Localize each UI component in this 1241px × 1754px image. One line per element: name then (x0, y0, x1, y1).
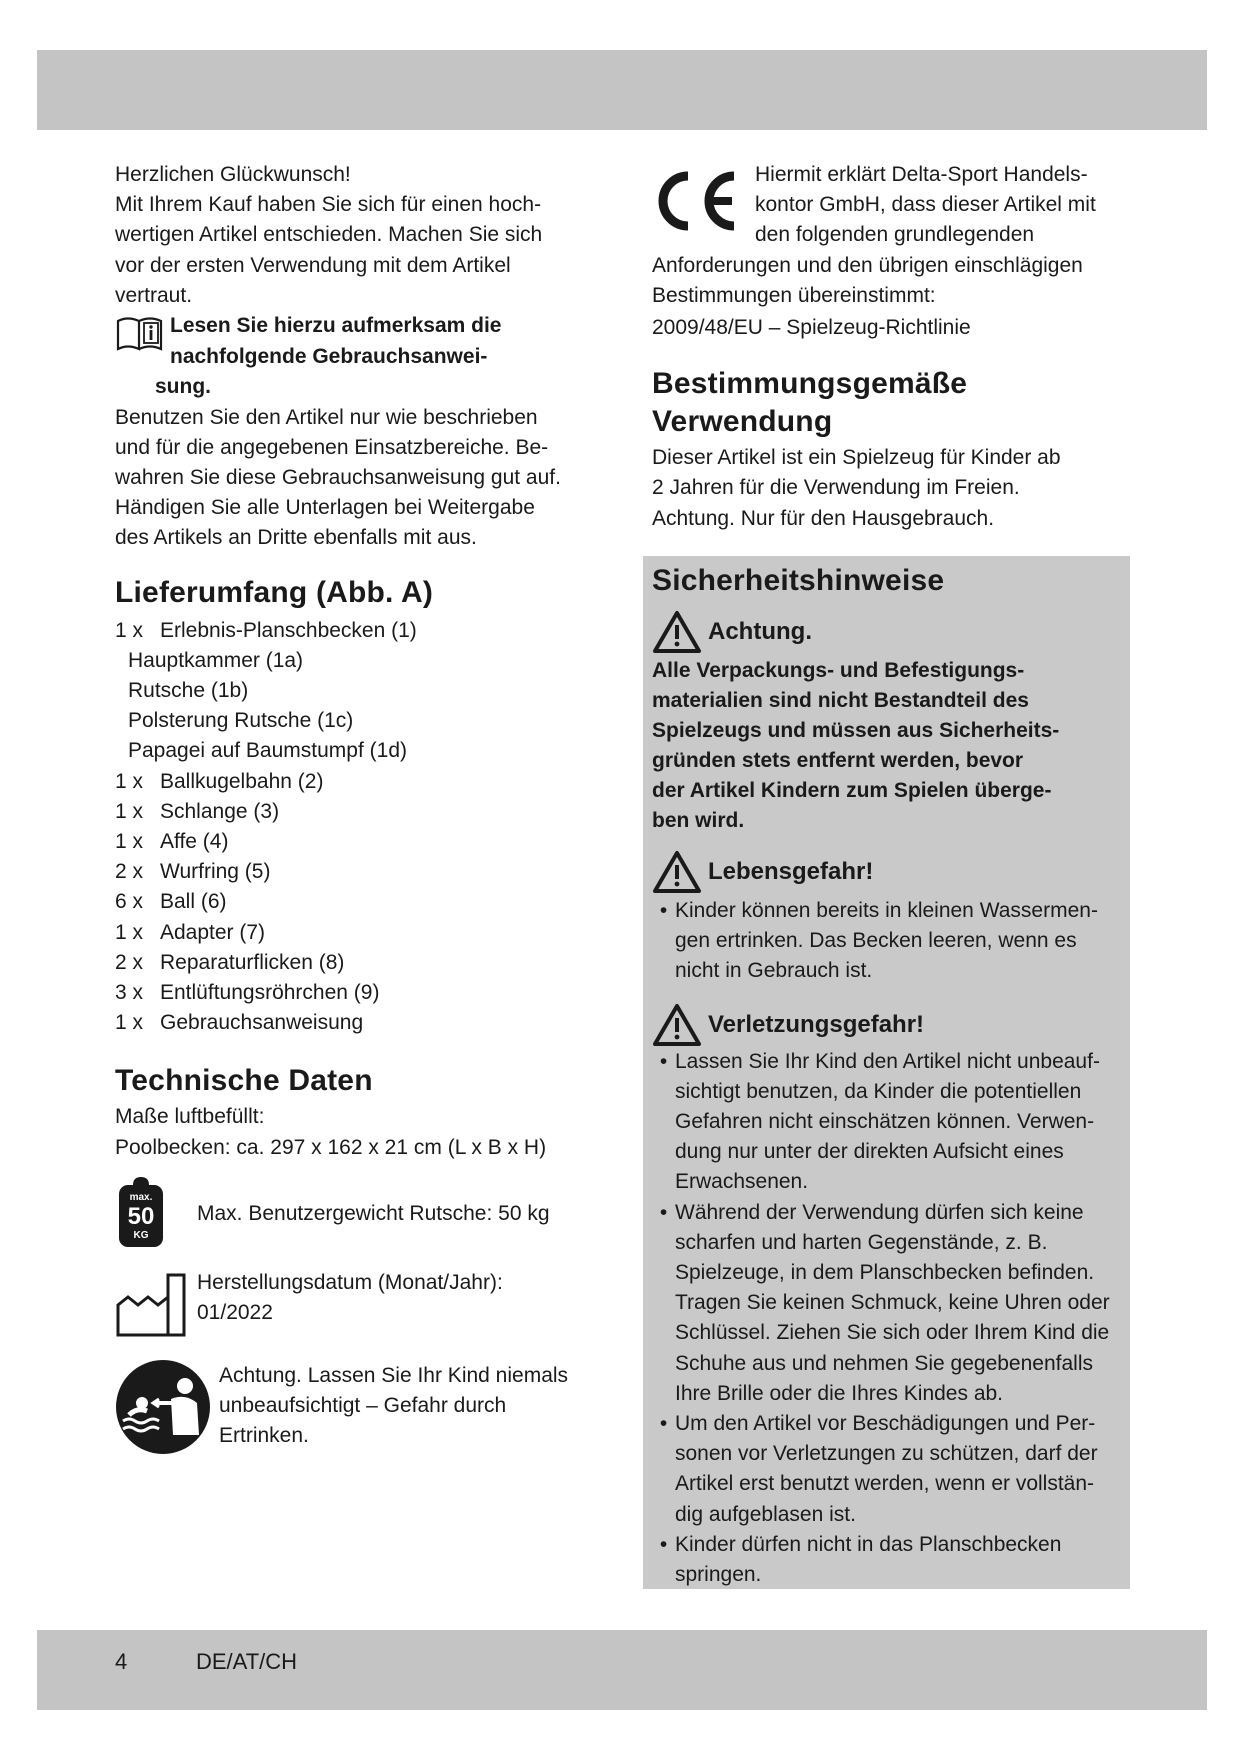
list-item: Polsterung Rutsche (1c) (128, 709, 354, 733)
purpose-heading: Bestimmungsgemäße Verwendung (652, 367, 968, 439)
region-label: DE/AT/CH (196, 1649, 298, 1674)
list-item: 1 x Erlebnis-Planschbecken (1) (115, 618, 417, 642)
list-item: Rutsche (1b) (128, 678, 249, 702)
svg-text:max.: max. (129, 1191, 153, 1203)
manufacture-date-icon (115, 1268, 197, 1343)
warning-triangle-icon (652, 1003, 702, 1047)
warning-triangle-icon (652, 850, 702, 894)
list-item: 6 x Ball (6) (115, 890, 227, 914)
weight-icon (115, 1175, 197, 1254)
danger-heading: Lebensgefahr! (652, 850, 1122, 894)
intro-text: Herzlichen Glückwunsch! Mit Ihrem Kauf haben Sie sich für einen hoch- wertigen Artikel entschieden. Machen Sie sich vor der ersten Verwendung mit dem Artikel vertraut. (115, 163, 543, 307)
header-band (37, 50, 1207, 130)
warning-triangle-icon (652, 610, 702, 654)
info-book-icon (115, 311, 170, 358)
manufacture-date: Herstellungsdatum (Monat/Jahr): 01/2022 (115, 1268, 595, 1343)
safety-box (643, 556, 1130, 1589)
attention-text: Alle Verpackungs- und Befestigungs- materialien sind nicht Bestandteil des Spielzeugs und müssen aus Sicherheits- gründen stets entfernt werden, bevor der Artikel Kindern zum Spielen überge- ben wird. (652, 659, 1060, 832)
weight-info (115, 1175, 595, 1254)
ce-mark-icon (652, 170, 738, 237)
list-item: 2 x Reparaturflicken (8) (115, 950, 345, 974)
purpose-text: Dieser Artikel ist ein Spielzeug für Kinder ab 2 Jahren für die Verwendung im Freien. Achtung. Nur für den Hausgebrauch. (652, 446, 1061, 530)
list-item: • Kinder können bereits in kleinen Wassermen- gen ertrinken. Das Becken leeren, wenn es nicht in Gebrauch ist. (659, 899, 1098, 983)
list-item: 3 x Entlüftungsröhrchen (9) (115, 980, 380, 1004)
list-item: 1 x Adapter (7) (115, 920, 266, 944)
svg-text:50: 50 (127, 1202, 155, 1230)
right-column (652, 160, 1132, 534)
ce-declaration: Hiermit erklärt Delta-Sport Handels- kontor GmbH, dass dieser Artikel mit den folgenden grundlegenden Anforderungen und den übrigen einschlägigen Bestimmungen übereinstimmt: 2009/48/EU – Spielzeug-Richtlinie (652, 163, 1096, 340)
read-instructions-notice: Lesen Sie hierzu aufmerksam die nachfolgende Gebrauchsanwei- sung. (115, 311, 595, 403)
weight-text: Max. Benutzergewicht Rutsche: 50 kg (197, 1202, 550, 1226)
usage-text: Benutzen Sie den Artikel nur wie beschrieben und für die angegebenen Einsatzbereiche. Be- wahren Sie diese Gebrauchsanweisung gut auf. Händigen Sie alle Unterlagen bei Weitergabe des Artikels an Dritte ebenfalls mit aus. (115, 405, 561, 550)
scope-heading: Lieferumfang (Abb. A) (115, 575, 434, 609)
tech-line: Maße luftbefüllt: (115, 1105, 265, 1129)
list-item: 1 x Schlange (3) (115, 799, 280, 823)
page-number: 4 (115, 1649, 128, 1674)
scope-list (115, 616, 595, 1039)
list-item: • Lassen Sie Ihr Kind den Artikel nicht unbeauf- sichtigt benutzen, da Kinder die potentiellen Gefahren nicht einschätzen können. Verwen- dung nur unter der direkten Aufsicht eines Erwachsenen. (659, 1049, 1100, 1194)
list-item: Papagei auf Baumstumpf (1d) (128, 739, 407, 763)
list-item: 2 x Wurfring (5) (115, 860, 271, 884)
injury-heading: Verletzungsgefahr! (652, 1003, 1122, 1047)
supervision-warning: Achtung. Lassen Sie Ihr Kind niemals unbeaufsichtigt – Gefahr durch Ertrinken. (115, 1359, 595, 1460)
left-column (115, 160, 595, 1460)
tech-heading: Technische Daten (115, 1064, 373, 1098)
list-item: 1 x Gebrauchsanweisung (115, 1011, 364, 1035)
list-item: 1 x Ballkugelbahn (2) (115, 769, 324, 793)
svg-text:KG: KG (133, 1229, 149, 1241)
supervision-icon (115, 1359, 219, 1460)
tech-line: Poolbecken: ca. 297 x 162 x 21 cm (L x B x H) (115, 1135, 547, 1159)
list-item: • Während der Verwendung dürfen sich keine scharfen und harten Gegenstände, z. B. Spielzeuge, in dem Planschbecken befinden. Tragen Sie keinen Schmuck, keine Uhren oder Schlüssel. Ziehen Sie sich oder Ihrem Kind die Schuhe aus und nehmen Sie gegebenenfalls Ihre Brille oder die Ihres Kindes ab. (659, 1200, 1110, 1405)
attention-heading: Achtung. (652, 610, 1122, 654)
list-item: • Kinder dürfen nicht in das Planschbecken springen. (659, 1532, 1062, 1587)
safety-heading: Sicherheitshinweise (652, 564, 945, 597)
list-item: Hauptkammer (1a) (128, 648, 304, 672)
list-item: 1 x Affe (4) (115, 829, 229, 853)
list-item: • Um den Artikel vor Beschädigungen und Per- sonen vor Verletzungen zu schützen, darf der Artikel erst benutzt werden, wenn er vollstän- dig aufgeblasen ist. (659, 1412, 1098, 1526)
